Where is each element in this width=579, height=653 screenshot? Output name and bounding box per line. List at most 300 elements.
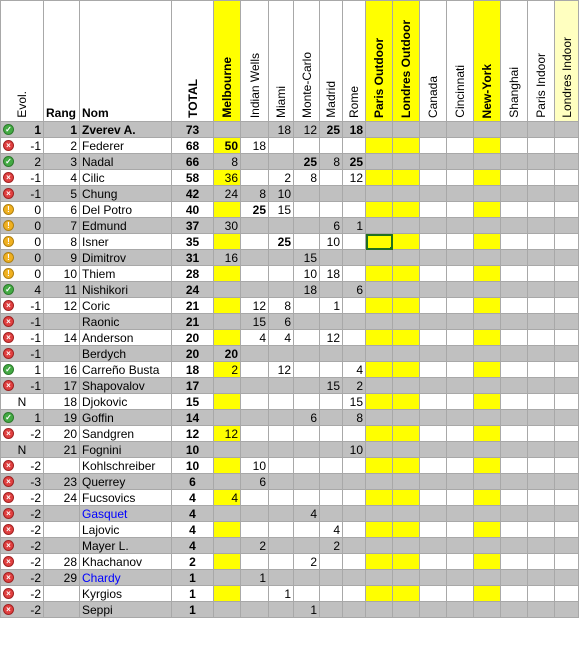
- cell-rang[interactable]: 17: [44, 378, 80, 394]
- cell-points[interactable]: [447, 250, 474, 266]
- cell-points[interactable]: [420, 234, 447, 250]
- cell-points[interactable]: [420, 346, 447, 362]
- cell-points[interactable]: [447, 522, 474, 538]
- cell-points[interactable]: [528, 170, 555, 186]
- cell-points[interactable]: [555, 234, 579, 250]
- cell-points[interactable]: [214, 298, 241, 314]
- cell-points[interactable]: [393, 186, 420, 202]
- cell-points[interactable]: [420, 122, 447, 138]
- cell-total[interactable]: 37: [172, 218, 214, 234]
- cell-points[interactable]: [528, 490, 555, 506]
- cell-points[interactable]: [474, 122, 501, 138]
- cell-nom[interactable]: Fucsovics: [80, 490, 172, 506]
- cell-rang[interactable]: [44, 586, 80, 602]
- cell-points[interactable]: [447, 426, 474, 442]
- cell-points[interactable]: [366, 282, 393, 298]
- cell-points[interactable]: [269, 506, 294, 522]
- cell-points[interactable]: 2: [241, 538, 269, 554]
- cell-rang[interactable]: 28: [44, 554, 80, 570]
- cell-points[interactable]: [269, 154, 294, 170]
- cell-points[interactable]: [474, 186, 501, 202]
- cell-points[interactable]: [393, 458, 420, 474]
- cell-points[interactable]: [393, 522, 420, 538]
- cell-points[interactable]: [501, 410, 528, 426]
- cell-rang[interactable]: 10: [44, 266, 80, 282]
- cell-points[interactable]: [528, 602, 555, 618]
- cell-points[interactable]: [528, 538, 555, 554]
- cell-points[interactable]: [366, 314, 393, 330]
- cell-points[interactable]: [294, 458, 320, 474]
- cell-points[interactable]: [241, 378, 269, 394]
- cell-points[interactable]: [241, 490, 269, 506]
- cell-nom[interactable]: Nadal: [80, 154, 172, 170]
- cell-evol[interactable]: [1, 362, 44, 378]
- cell-points[interactable]: [555, 506, 579, 522]
- cell-points[interactable]: [447, 282, 474, 298]
- cell-points[interactable]: [269, 442, 294, 458]
- cell-points[interactable]: 1: [269, 586, 294, 602]
- cell-points[interactable]: [447, 218, 474, 234]
- cell-points[interactable]: 18: [269, 122, 294, 138]
- cell-points[interactable]: [343, 266, 366, 282]
- cell-points[interactable]: [474, 170, 501, 186]
- cell-points[interactable]: [366, 298, 393, 314]
- cell-points[interactable]: [420, 538, 447, 554]
- cell-points[interactable]: [214, 378, 241, 394]
- cell-points[interactable]: 25: [320, 122, 343, 138]
- cell-evol[interactable]: [1, 490, 44, 506]
- cell-nom[interactable]: Federer: [80, 138, 172, 154]
- cell-points[interactable]: 20: [214, 346, 241, 362]
- cell-points[interactable]: [393, 298, 420, 314]
- cell-rang[interactable]: 20: [44, 426, 80, 442]
- cell-points[interactable]: [269, 218, 294, 234]
- cell-points[interactable]: 16: [214, 250, 241, 266]
- cell-points[interactable]: [343, 458, 366, 474]
- cell-points[interactable]: [241, 394, 269, 410]
- cell-points[interactable]: [420, 586, 447, 602]
- cell-rang[interactable]: 5: [44, 186, 80, 202]
- cell-nom[interactable]: Sandgren: [80, 426, 172, 442]
- cell-points[interactable]: [474, 218, 501, 234]
- cell-points[interactable]: [343, 314, 366, 330]
- cell-points[interactable]: [343, 538, 366, 554]
- cell-points[interactable]: [294, 394, 320, 410]
- cell-points[interactable]: 4: [294, 506, 320, 522]
- cell-points[interactable]: [474, 282, 501, 298]
- cell-points[interactable]: [501, 266, 528, 282]
- cell-points[interactable]: [343, 138, 366, 154]
- cell-nom[interactable]: Lajovic: [80, 522, 172, 538]
- cell-total[interactable]: 40: [172, 202, 214, 218]
- cell-points[interactable]: [501, 426, 528, 442]
- cell-points[interactable]: [320, 442, 343, 458]
- cell-points[interactable]: 1: [294, 602, 320, 618]
- cell-points[interactable]: [366, 570, 393, 586]
- cell-points[interactable]: [474, 522, 501, 538]
- cell-total[interactable]: 1: [172, 586, 214, 602]
- cell-nom[interactable]: Querrey: [80, 474, 172, 490]
- cell-points[interactable]: [447, 186, 474, 202]
- cell-points[interactable]: [420, 314, 447, 330]
- cell-points[interactable]: [528, 138, 555, 154]
- cell-points[interactable]: 18: [343, 122, 366, 138]
- header-tournament-paris-outdoor[interactable]: [366, 1, 393, 122]
- cell-points[interactable]: [320, 554, 343, 570]
- cell-points[interactable]: [320, 570, 343, 586]
- cell-points[interactable]: 8: [294, 170, 320, 186]
- cell-points[interactable]: [393, 154, 420, 170]
- cell-total[interactable]: 68: [172, 138, 214, 154]
- header-tournament-cincinnati[interactable]: [447, 1, 474, 122]
- cell-points[interactable]: [447, 442, 474, 458]
- cell-points[interactable]: [420, 570, 447, 586]
- cell-evol[interactable]: [1, 522, 44, 538]
- cell-points[interactable]: [366, 138, 393, 154]
- cell-points[interactable]: [241, 122, 269, 138]
- header-tournament-londres-indoor[interactable]: [555, 1, 579, 122]
- cell-points[interactable]: [420, 170, 447, 186]
- cell-rang[interactable]: [44, 522, 80, 538]
- cell-points[interactable]: [420, 378, 447, 394]
- cell-points[interactable]: [393, 426, 420, 442]
- cell-total[interactable]: 14: [172, 410, 214, 426]
- cell-points[interactable]: [501, 490, 528, 506]
- cell-points[interactable]: [320, 410, 343, 426]
- cell-points[interactable]: [555, 282, 579, 298]
- cell-nom[interactable]: Isner: [80, 234, 172, 250]
- cell-points[interactable]: [320, 458, 343, 474]
- cell-total[interactable]: 66: [172, 154, 214, 170]
- cell-points[interactable]: [366, 474, 393, 490]
- cell-points[interactable]: [528, 266, 555, 282]
- header-tournament-indian-wells[interactable]: [241, 1, 269, 122]
- cell-rang[interactable]: 24: [44, 490, 80, 506]
- cell-points[interactable]: [528, 250, 555, 266]
- cell-points[interactable]: [343, 330, 366, 346]
- cell-points[interactable]: [366, 554, 393, 570]
- cell-nom[interactable]: Thiem: [80, 266, 172, 282]
- cell-points[interactable]: [447, 506, 474, 522]
- cell-points[interactable]: [241, 602, 269, 618]
- cell-total[interactable]: 20: [172, 330, 214, 346]
- cell-points[interactable]: [420, 298, 447, 314]
- cell-points[interactable]: [474, 554, 501, 570]
- cell-rang[interactable]: 9: [44, 250, 80, 266]
- cell-points[interactable]: [269, 266, 294, 282]
- cell-rang[interactable]: [44, 458, 80, 474]
- cell-points[interactable]: [555, 138, 579, 154]
- cell-nom[interactable]: Goffin: [80, 410, 172, 426]
- cell-nom[interactable]: Anderson: [80, 330, 172, 346]
- cell-points[interactable]: [294, 314, 320, 330]
- cell-rang[interactable]: 2: [44, 138, 80, 154]
- cell-points[interactable]: [393, 330, 420, 346]
- cell-points[interactable]: 8: [214, 154, 241, 170]
- cell-points[interactable]: [366, 490, 393, 506]
- cell-points[interactable]: [294, 186, 320, 202]
- header-nom[interactable]: [80, 1, 172, 122]
- cell-points[interactable]: [343, 586, 366, 602]
- cell-points[interactable]: [474, 314, 501, 330]
- cell-points[interactable]: [269, 282, 294, 298]
- cell-points[interactable]: [447, 202, 474, 218]
- cell-points[interactable]: [501, 218, 528, 234]
- cell-points[interactable]: [241, 346, 269, 362]
- cell-points[interactable]: [214, 522, 241, 538]
- cell-points[interactable]: [420, 330, 447, 346]
- cell-points[interactable]: [393, 570, 420, 586]
- cell-points[interactable]: [269, 490, 294, 506]
- cell-nom[interactable]: Gasquet: [80, 506, 172, 522]
- cell-points[interactable]: [294, 490, 320, 506]
- cell-points[interactable]: [320, 138, 343, 154]
- cell-points[interactable]: [555, 330, 579, 346]
- cell-points[interactable]: [366, 218, 393, 234]
- cell-points[interactable]: [447, 170, 474, 186]
- cell-points[interactable]: [474, 538, 501, 554]
- cell-points[interactable]: [366, 234, 393, 250]
- cell-points[interactable]: [447, 330, 474, 346]
- cell-points[interactable]: [366, 410, 393, 426]
- cell-evol[interactable]: [1, 346, 44, 362]
- cell-evol[interactable]: [1, 170, 44, 186]
- cell-points[interactable]: [501, 298, 528, 314]
- cell-points[interactable]: [241, 442, 269, 458]
- cell-points[interactable]: [501, 154, 528, 170]
- cell-points[interactable]: [501, 442, 528, 458]
- cell-points[interactable]: 4: [269, 330, 294, 346]
- cell-evol[interactable]: [1, 586, 44, 602]
- cell-points[interactable]: [474, 202, 501, 218]
- cell-points[interactable]: [501, 586, 528, 602]
- cell-total[interactable]: 1: [172, 602, 214, 618]
- cell-nom[interactable]: Cilic: [80, 170, 172, 186]
- cell-points[interactable]: [420, 426, 447, 442]
- cell-points[interactable]: [214, 202, 241, 218]
- cell-points[interactable]: [393, 138, 420, 154]
- header-tournament-rome[interactable]: [343, 1, 366, 122]
- cell-points[interactable]: [269, 474, 294, 490]
- cell-points[interactable]: [501, 554, 528, 570]
- cell-points[interactable]: [555, 474, 579, 490]
- cell-points[interactable]: [420, 218, 447, 234]
- header-tournament-monte-carlo[interactable]: [294, 1, 320, 122]
- cell-points[interactable]: [555, 298, 579, 314]
- cell-evol[interactable]: [1, 442, 44, 458]
- cell-points[interactable]: [366, 202, 393, 218]
- cell-points[interactable]: [214, 570, 241, 586]
- cell-evol[interactable]: [1, 410, 44, 426]
- cell-points[interactable]: [241, 506, 269, 522]
- cell-rang[interactable]: 19: [44, 410, 80, 426]
- cell-points[interactable]: [241, 154, 269, 170]
- cell-rang[interactable]: 12: [44, 298, 80, 314]
- cell-points[interactable]: 18: [241, 138, 269, 154]
- cell-points[interactable]: [501, 314, 528, 330]
- cell-points[interactable]: [366, 330, 393, 346]
- cell-points[interactable]: 1: [320, 298, 343, 314]
- cell-total[interactable]: 6: [172, 474, 214, 490]
- cell-total[interactable]: 10: [172, 458, 214, 474]
- cell-points[interactable]: [214, 330, 241, 346]
- cell-points[interactable]: [447, 122, 474, 138]
- cell-points[interactable]: [447, 362, 474, 378]
- cell-points[interactable]: [241, 426, 269, 442]
- cell-points[interactable]: [420, 154, 447, 170]
- header-rang[interactable]: [44, 1, 80, 122]
- cell-points[interactable]: [420, 554, 447, 570]
- cell-points[interactable]: 15: [343, 394, 366, 410]
- cell-total[interactable]: 58: [172, 170, 214, 186]
- cell-points[interactable]: [420, 282, 447, 298]
- cell-evol[interactable]: [1, 186, 44, 202]
- cell-points[interactable]: [343, 346, 366, 362]
- cell-points[interactable]: [528, 554, 555, 570]
- cell-nom[interactable]: Zverev A.: [80, 122, 172, 138]
- cell-rang[interactable]: [44, 538, 80, 554]
- cell-points[interactable]: [320, 314, 343, 330]
- cell-points[interactable]: [447, 554, 474, 570]
- cell-points[interactable]: [474, 266, 501, 282]
- cell-points[interactable]: 4: [320, 522, 343, 538]
- cell-points[interactable]: [393, 314, 420, 330]
- cell-points[interactable]: [241, 410, 269, 426]
- cell-nom[interactable]: Chung: [80, 186, 172, 202]
- cell-points[interactable]: [214, 122, 241, 138]
- cell-points[interactable]: [241, 522, 269, 538]
- cell-points[interactable]: [420, 410, 447, 426]
- cell-points[interactable]: [501, 346, 528, 362]
- cell-points[interactable]: [343, 202, 366, 218]
- cell-points[interactable]: [474, 570, 501, 586]
- cell-points[interactable]: [294, 362, 320, 378]
- cell-evol[interactable]: [1, 298, 44, 314]
- cell-points[interactable]: [555, 250, 579, 266]
- cell-points[interactable]: [393, 506, 420, 522]
- cell-points[interactable]: [366, 426, 393, 442]
- cell-points[interactable]: 12: [320, 330, 343, 346]
- cell-points[interactable]: [269, 410, 294, 426]
- cell-points[interactable]: 4: [343, 362, 366, 378]
- cell-points[interactable]: [474, 474, 501, 490]
- cell-evol[interactable]: [1, 602, 44, 618]
- cell-nom[interactable]: Del Potro: [80, 202, 172, 218]
- cell-points[interactable]: 15: [320, 378, 343, 394]
- cell-points[interactable]: [420, 362, 447, 378]
- cell-points[interactable]: [366, 458, 393, 474]
- header-total[interactable]: [172, 1, 214, 122]
- cell-points[interactable]: [555, 570, 579, 586]
- cell-total[interactable]: 24: [172, 282, 214, 298]
- cell-evol[interactable]: [1, 138, 44, 154]
- cell-evol[interactable]: [1, 570, 44, 586]
- cell-points[interactable]: [366, 538, 393, 554]
- cell-total[interactable]: 21: [172, 298, 214, 314]
- cell-points[interactable]: [474, 602, 501, 618]
- cell-points[interactable]: [343, 426, 366, 442]
- cell-points[interactable]: [555, 554, 579, 570]
- cell-nom[interactable]: Berdych: [80, 346, 172, 362]
- cell-points[interactable]: [294, 330, 320, 346]
- cell-points[interactable]: [269, 570, 294, 586]
- cell-points[interactable]: [343, 554, 366, 570]
- cell-points[interactable]: [241, 554, 269, 570]
- cell-points[interactable]: [447, 346, 474, 362]
- cell-evol[interactable]: [1, 122, 44, 138]
- cell-points[interactable]: [269, 458, 294, 474]
- cell-points[interactable]: [420, 474, 447, 490]
- cell-rang[interactable]: 23: [44, 474, 80, 490]
- cell-points[interactable]: [241, 250, 269, 266]
- cell-points[interactable]: [393, 394, 420, 410]
- cell-points[interactable]: [447, 586, 474, 602]
- cell-points[interactable]: [320, 282, 343, 298]
- cell-points[interactable]: [343, 522, 366, 538]
- cell-points[interactable]: [528, 234, 555, 250]
- cell-points[interactable]: [528, 298, 555, 314]
- cell-points[interactable]: [269, 378, 294, 394]
- cell-nom[interactable]: Kyrgios: [80, 586, 172, 602]
- cell-points[interactable]: [474, 234, 501, 250]
- cell-points[interactable]: 8: [343, 410, 366, 426]
- cell-evol[interactable]: [1, 314, 44, 330]
- cell-evol[interactable]: [1, 378, 44, 394]
- cell-points[interactable]: [528, 314, 555, 330]
- cell-nom[interactable]: Raonic: [80, 314, 172, 330]
- cell-points[interactable]: [393, 554, 420, 570]
- cell-points[interactable]: [393, 474, 420, 490]
- cell-points[interactable]: 10: [343, 442, 366, 458]
- cell-points[interactable]: [343, 298, 366, 314]
- cell-points[interactable]: [474, 442, 501, 458]
- cell-points[interactable]: [214, 602, 241, 618]
- cell-nom[interactable]: Dimitrov: [80, 250, 172, 266]
- cell-total[interactable]: 2: [172, 554, 214, 570]
- cell-points[interactable]: [366, 154, 393, 170]
- cell-rang[interactable]: [44, 506, 80, 522]
- cell-points[interactable]: [528, 394, 555, 410]
- cell-total[interactable]: 35: [172, 234, 214, 250]
- cell-points[interactable]: [294, 522, 320, 538]
- cell-points[interactable]: [528, 442, 555, 458]
- header-tournament-new-york[interactable]: [474, 1, 501, 122]
- cell-points[interactable]: [366, 170, 393, 186]
- cell-points[interactable]: [528, 346, 555, 362]
- cell-points[interactable]: [474, 586, 501, 602]
- cell-points[interactable]: 10: [241, 458, 269, 474]
- cell-points[interactable]: [393, 442, 420, 458]
- cell-points[interactable]: 6: [294, 410, 320, 426]
- cell-points[interactable]: [420, 394, 447, 410]
- cell-rang[interactable]: [44, 314, 80, 330]
- cell-total[interactable]: 20: [172, 346, 214, 362]
- cell-rang[interactable]: 1: [44, 122, 80, 138]
- cell-nom[interactable]: Coric: [80, 298, 172, 314]
- cell-points[interactable]: [214, 282, 241, 298]
- cell-points[interactable]: [366, 522, 393, 538]
- cell-points[interactable]: 8: [320, 154, 343, 170]
- cell-total[interactable]: 42: [172, 186, 214, 202]
- cell-rang[interactable]: 6: [44, 202, 80, 218]
- cell-points[interactable]: [447, 538, 474, 554]
- cell-rang[interactable]: 16: [44, 362, 80, 378]
- cell-points[interactable]: [320, 426, 343, 442]
- cell-points[interactable]: [420, 490, 447, 506]
- cell-points[interactable]: [343, 474, 366, 490]
- cell-total[interactable]: 17: [172, 378, 214, 394]
- cell-points[interactable]: [241, 266, 269, 282]
